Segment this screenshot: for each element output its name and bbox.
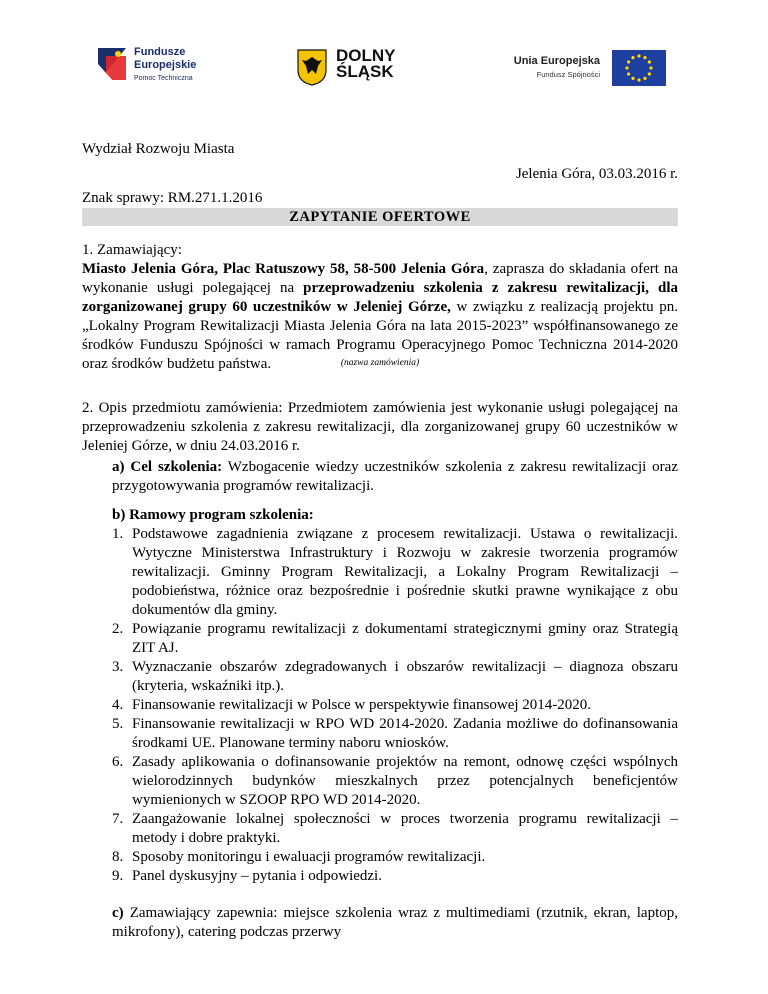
list-item-number: 8. [112,849,124,865]
list-item-number: 3. [112,659,124,675]
unia-europejska-logo [500,50,670,86]
point-a-label: a) Cel szkolenia: [112,459,223,475]
section-1-text2: w związku z realizacją projektu pn. „Lokalny Program Rewitalizacji Miasta Jelenia Góra na lata 2015-2023” współfinansowanego ze środków Funduszu Spójności w ramach Programu Operacyjnego Pomoc Techniczna 2014-2020 oraz środków budżetu państwa. [82,299,678,372]
section-1-heading: 1. Zamawiający: [82,242,182,258]
list-item-text: Wyznaczanie obszarów zdegradowanych i obszarów rewitalizacji – diagnoza obszaru (kryteria, wskaźniki itp.). [132,659,678,694]
section-1 [82,241,678,374]
section-1-body [82,260,678,374]
eagle-shield-icon [296,48,328,86]
section-1-text1: , zaprasza do składania ofert na wykonanie usługi polegającej na [82,261,678,296]
list-item-number: 7. [112,811,124,827]
eu-flag-icon [612,50,666,86]
point-c-label: c) [112,905,124,921]
list-item-text: Powiązanie programu rewitalizacji z dokumentami strategicznymi gminy oraz Strategią ZIT AJ. [132,621,678,656]
list-item [112,696,678,715]
department-name: Wydział Rozwoju Miasta [82,141,235,157]
list-item-text: Zasady aplikowania o dofinansowanie projektów na remont, odnowę części wspólnych wielorodzinnych budynków mieszkalnych przez potencjalnych beneficjentów wymienionych w SZOOP RPO WD 2014-2020. [132,754,678,808]
document-title: ZAPYTANIE OFERTOWE [82,208,678,226]
point-c-text: Zamawiający zapewnia: miejsce szkolenia wraz z multimediami (rzutnik, ekran, laptop, mikrofony), catering podczas przerwy [112,905,678,940]
list-item [112,620,678,658]
list-item-text: Panel dyskusyjny – pytania i odpowiedzi. [132,868,382,884]
list-item-number: 4. [112,697,124,713]
list-item [112,810,678,848]
ue-logo-line2: Fundusz Spójności [536,70,600,79]
point-c [112,904,678,942]
list-item-text: Podstawowe zagadnienia związane z procesem rewitalizacji. Ustawa o rewitalizacji. Wytyczne Ministerstwa Infrastruktury i Rozwoju w zakresie tworzenia programów rewitalizacji. Gminny Program Rewitalizacji, a Lokalny Program Rewitalizacji – podobieństwa, różnice oraz bezpośrednie i pośrednie skutki prawne wynikające z obu dokumentów dla gminy. [132,526,678,618]
training-program-list [112,525,678,886]
dolny-slask-logo [296,48,416,88]
list-item [112,525,678,620]
list-item-text: Zaangażowanie lokalnej społeczności w proces tworzenia programu rewitalizacji – metody i dobre praktyki. [132,811,678,846]
fe-emblem-icon [96,44,130,84]
list-item-text: Finansowanie rewitalizacji w Polsce w perspektywie finansowej 2014-2020. [132,697,592,713]
fundusze-europejskie-logo [96,44,206,88]
case-reference: Znak sprawy: RM.271.1.2016 [82,190,263,206]
list-item-number: 5. [112,716,124,732]
list-item-number: 9. [112,868,124,884]
fe-logo-line3: Pomoc Techniczna [134,75,193,82]
place-date: Jelenia Góra, 03.03.2016 r. [515,166,678,182]
list-item-number: 2. [112,621,124,637]
list-item-number: 1. [112,526,124,542]
ds-logo-line1: DOLNY [336,46,396,65]
list-item [112,848,678,867]
list-item-number: 6. [112,754,124,770]
fe-logo-line2: Europejskie [134,59,197,71]
list-item [112,753,678,810]
section-2: 2. Opis przedmiotu zamówienia: Przedmiotem zamówienia jest wykonanie usługi polegającej na przeprowadzeniu szkolenia z zakresu rewitalizacji, dla zorganizowanej grupy 60 uczestników w Jeleniej Górze, w dniu 24.03.2016 r. [82,400,678,454]
ds-logo-line2: ŚLĄSK [336,62,394,81]
list-item [112,715,678,753]
service-description: przeprowadzeniu szkolenia z zakresu rewitalizacji, dla zorganizowanej grupy 60 uczestników w Jeleniej Górze, [82,280,679,315]
ue-logo-line1: Unia Europejska [513,55,600,67]
point-a-text: Wzbogacenie wiedzy uczestników szkolenia z zakresu rewitalizacji oraz przygotowywania programów rewitalizacji. [112,459,678,494]
order-name-caption: (nazwa zamówienia) [340,358,420,368]
point-a [112,458,678,496]
list-item [112,867,678,886]
point-b-label: b) Ramowy program szkolenia: [112,507,314,523]
list-item-text: Finansowanie rewitalizacji w RPO WD 2014-2020. Zadania możliwe do dofinansowania środkami UE. Planowane terminy naboru wniosków. [132,716,678,751]
list-item [112,658,678,696]
fe-logo-line1: Fundusze [134,46,186,58]
list-item-text: Sposoby monitoringu i ewaluacji programów rewitalizacji. [132,849,486,865]
contracting-party-name: Miasto Jelenia Góra, Plac Ratuszowy 58, 58-500 Jelenia Góra [82,261,485,277]
